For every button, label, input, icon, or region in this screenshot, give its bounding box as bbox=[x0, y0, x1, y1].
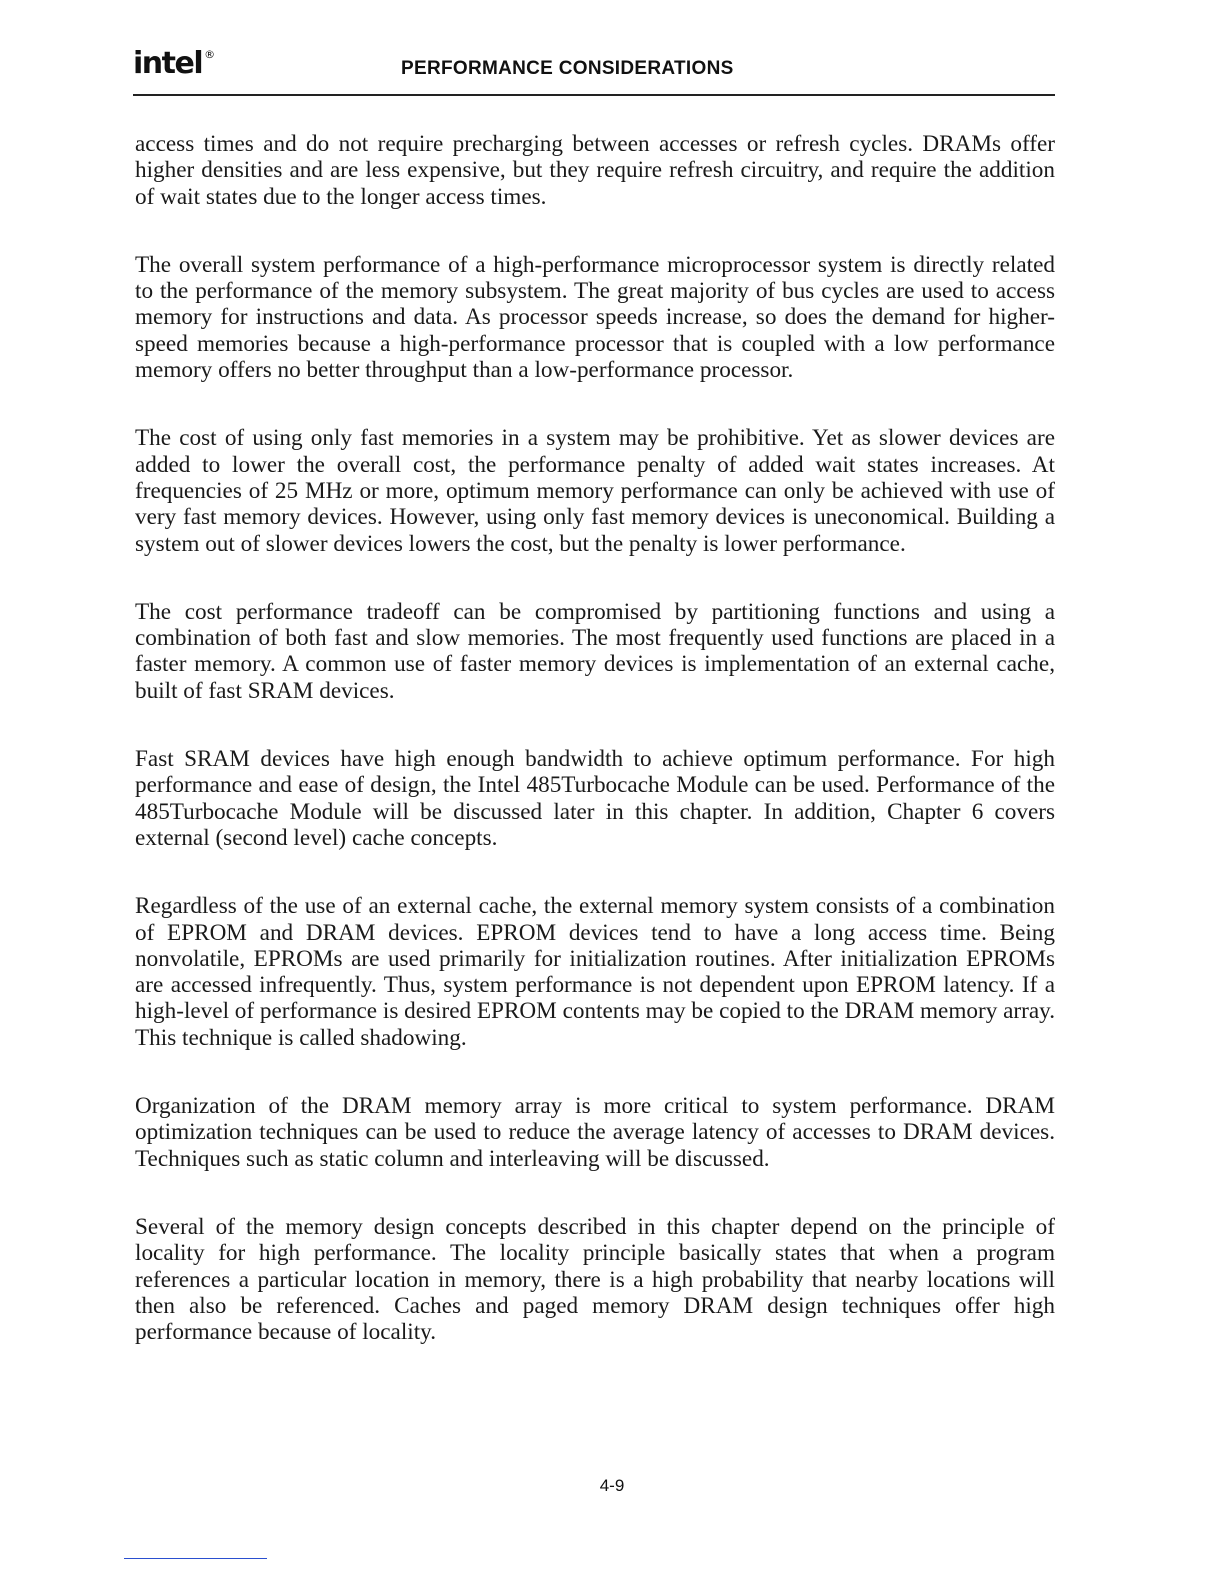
paragraph-7: Organization of the DRAM memory array is more critical to system performance. DRAM optimization techniques can be used to reduce the average latency of accesses to DRAM devices. Techniques such as static column and interleaving will be discussed. bbox=[135, 1093, 1055, 1172]
header-rule bbox=[133, 94, 1055, 96]
page-header bbox=[133, 44, 1055, 96]
footer-link-underline bbox=[124, 1558, 267, 1559]
page-number: 4-9 bbox=[599, 1476, 625, 1495]
body-text bbox=[135, 131, 1055, 1387]
registered-mark: ® bbox=[204, 48, 216, 61]
paragraph-2: The overall system performance of a high-performance microprocessor system is directly related to the performance of the memory subsystem. The great majority of bus cycles are used to access memory for instructions and data. As processor speeds increase, so does the demand for higher-speed memories because a high-performance processor that is coupled with a low performance memory offers no better throughput than a low-performance processor. bbox=[135, 251, 1055, 384]
intel-logo bbox=[133, 46, 216, 81]
logo-text: intel bbox=[133, 46, 203, 81]
paragraph-6: Regardless of the use of an external cache, the external memory system consists of a combination of EPROM and DRAM devices. EPROM devices tend to have a long access time. Being nonvolatile, EPROMs are used primarily for initialization routines. After initialization EPROMs are accessed infrequently. Thus, system performance is not dependent upon EPROM latency. If a high-level of performance is desired EPROM contents may be copied to the DRAM memory array. This technique is called shadowing. bbox=[135, 893, 1055, 1051]
paragraph-4: The cost performance tradeoff can be compromised by partitioning functions and using a combination of both fast and slow memories. The most frequently used functions are placed in a faster memory. A common use of faster memory devices is implementation of an external cache, built of fast SRAM devices. bbox=[135, 598, 1055, 704]
paragraph-8: Several of the memory design concepts described in this chapter depend on the principle of locality for high performance. The locality principle basically states that when a program references a particular location in memory, there is a high probability that nearby locations will then also be referenced. Caches and paged memory DRAM design techniques offer high performance because of locality. bbox=[135, 1213, 1055, 1346]
paragraph-3: The cost of using only fast memories in a system may be prohibitive. Yet as slower devices are added to lower the overall cost, the performance penalty of added wait states increases. At frequencies of 25 MHz or more, optimum memory performance can only be achieved with use of very fast memory devices. However, using only fast memory devices is uneconomical. Building a system out of slower devices lowers the cost, but the penalty is lower performance. bbox=[135, 425, 1055, 557]
paragraph-5: Fast SRAM devices have high enough bandwidth to achieve optimum performance. For high performance and ease of design, the Intel 485Turbocache Module can be used. Performance of the 485Turbocache Module will be discussed later in this chapter. In addition, Chapter 6 covers external (second level) cache concepts. bbox=[135, 746, 1055, 851]
paragraph-1: access times and do not require precharging between accesses or refresh cycles. DRAMs offer higher densities and are less expensive, but they require refresh circuitry, and require the addition of wait states due to the longer access times. bbox=[135, 131, 1055, 210]
section-title: PERFORMANCE CONSIDERATIONS bbox=[401, 58, 734, 79]
